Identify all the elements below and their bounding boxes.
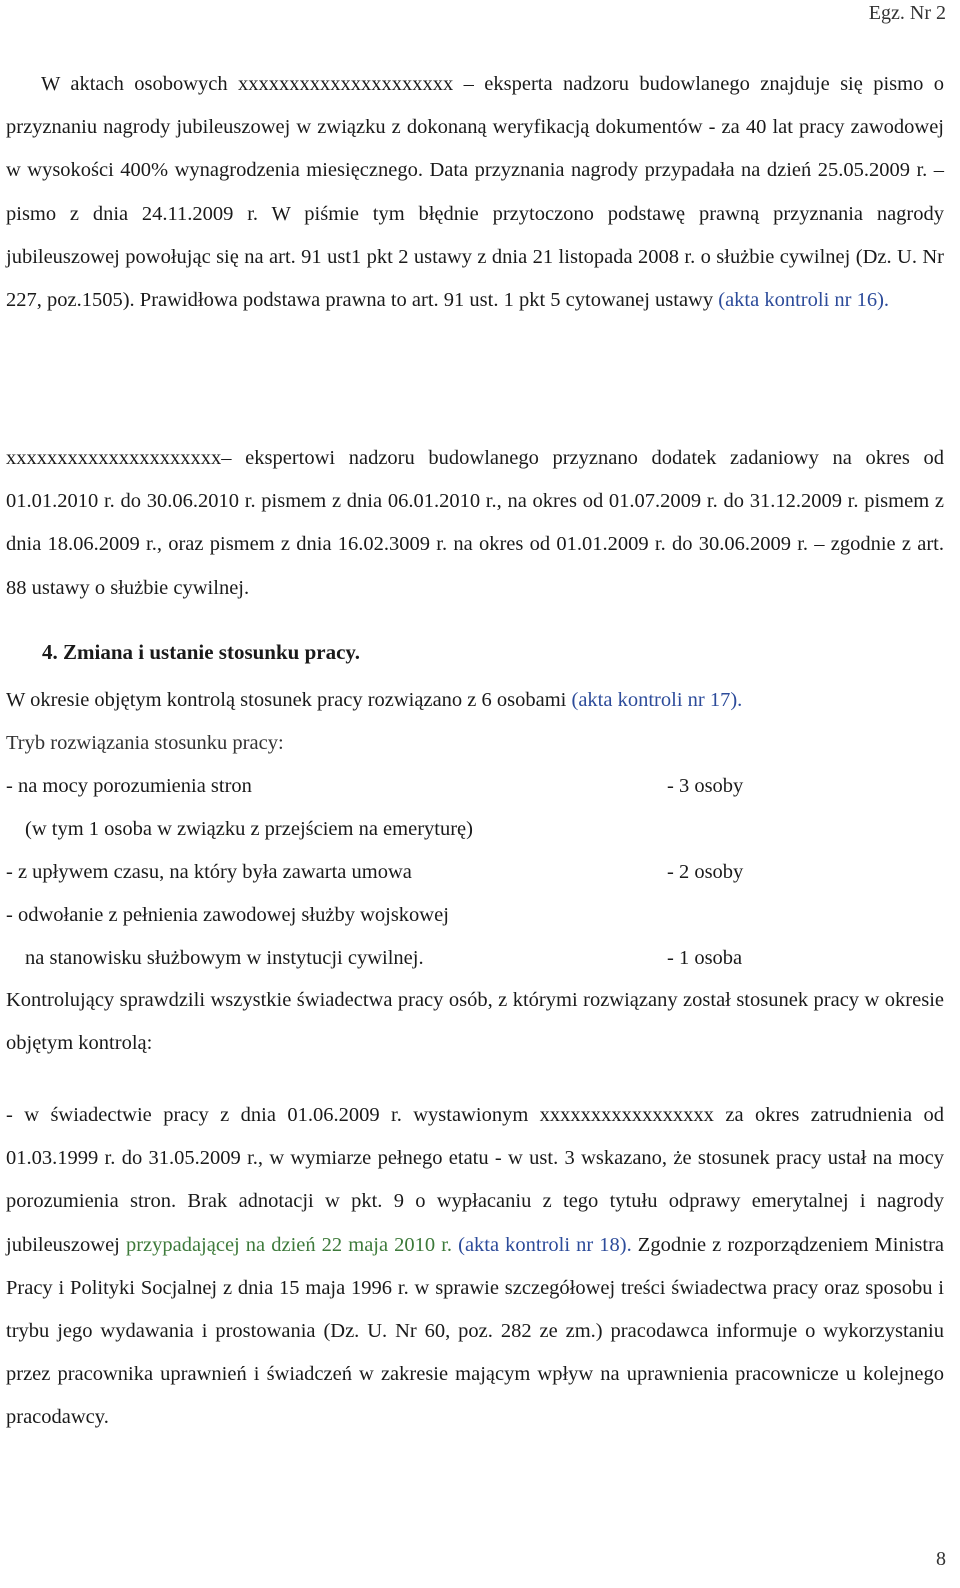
highlighted-text: przypadającej na dzień 22 maja 2010 r. bbox=[125, 1233, 453, 1256]
paragraph-text: Kontrolujący sprawdzili wszystkie świadectwa pracy osób, z którymi rozwiązany został stosunek pracy w okresie objętym kontrolą: bbox=[6, 989, 944, 1055]
paragraph-text: xxxxxxxxxxxxxxxxxxxxx– ekspertowi nadzoru budowlanego przyznano dodatek zadaniowy na okres od 01.01.2010 r. do 30.06.2010 r. pismem z dnia 06.01.2010 r., na okres od 01.07.2009 r. do 31.12.2009 r. pismem z dnia 18.06.2009 r., oraz pismem z dnia 16.02.3009 r. na okres od 01.01.2009 r. do 30.06.2009 r. – zgodnie z art. 88 ustawy o służbie cywilnej. bbox=[6, 447, 944, 599]
paragraph-text: W aktach osobowych xxxxxxxxxxxxxxxxxxxxx – eksperta nadzoru budowlanego znajduje się pismo o przyznaniu nagrody jubileuszowej w związku z dokonaną weryfikacją dokumentów - za 40 lat pracy zawodowej w wysokości 400% wynagrodzenia miesięcznego. Data przyznania nagrody przypadała na dzień 25.05.2009 r. – pismo z dnia 24.11.2009 r. W piśmie tym błędnie przytoczono podstawę prawną przyznania nagrody jubileuszowej powołując się na art. 91 ust1 pkt 2 ustawy z dnia 21 listopada 2008 r. o służbie cywilnej (Dz. U. Nr 227, poz.1505). Prawidłowa podstawa prawna to art. 91 ust. 1 pkt 5 cytowanej ustawy bbox=[6, 73, 944, 312]
reference-link[interactable]: (akta kontroli nr 17). bbox=[571, 689, 743, 711]
termination-mode-title: Tryb rozwiązania stosunku pracy: bbox=[6, 732, 284, 754]
copy-number: Egz. Nr 2 bbox=[868, 2, 946, 24]
section-heading: 4. Zmiana i ustanie stosunku pracy. bbox=[42, 640, 360, 664]
termination-count-agreement: - 3 osoby bbox=[667, 775, 744, 797]
paragraph-text: - w świadectwie pracy z dnia 01.06.2009 r. wystawionym xxxxxxxxxxxxxxxxx za okres zatrudnienia od 01.03.1999 r. do 31.05.2009 r., w wymiarze pełnego etatu - w ust. 3 wskazano, że stosunek pracy ustał na mocy porozumienia stron. Brak adnotacji w pkt. 9 o wypłacaniu z tego tytułu odprawy emerytalnej i nagrody jubileuszowej bbox=[6, 1104, 944, 1256]
paragraph-task-allowance bbox=[6, 437, 944, 610]
termination-intro bbox=[6, 689, 742, 712]
paragraph-jubilee-award bbox=[6, 63, 944, 322]
paragraph-certificates-check bbox=[6, 979, 944, 1065]
reference-link[interactable]: (akta kontroli nr 16). bbox=[718, 289, 890, 312]
termination-item-military: - odwołanie z pełnienia zawodowej służby wojskowej bbox=[6, 904, 449, 926]
paragraph-certificate-details bbox=[6, 1094, 944, 1440]
termination-count-military: - 1 osoba bbox=[667, 947, 743, 969]
paragraph-text-cont: Zgodnie z rozporządzeniem Ministra Pracy i Polityki Socjalnej z dnia 15 maja 1996 r. w sprawie szczegółowej treści świadectwa pracy oraz sposobu i trybu jego wydawania i prostowania (Dz. U. Nr 60, poz. 282 ze zm.) pracodawca informuje o wykorzystaniu przez pracownika uprawnień i świadczeń w zakresie mającym wpływ na uprawnienia pracownicze u kolejnego pracodawcy. bbox=[6, 1233, 945, 1429]
termination-item-contract-expiry: - z upływem czasu, na który była zawarta umowa bbox=[6, 861, 412, 883]
termination-count-contract-expiry: - 2 osoby bbox=[667, 861, 744, 883]
termination-item-military-cont: na stanowisku służbowym w instytucji cywilnej. bbox=[25, 947, 424, 969]
termination-item-note: (w tym 1 osoba w związku z przejściem na emeryturę) bbox=[25, 818, 473, 840]
intro-text: W okresie objętym kontrolą stosunek pracy rozwiązano z 6 osobami bbox=[6, 689, 572, 711]
reference-link[interactable]: (akta kontroli nr 18). bbox=[458, 1233, 632, 1256]
page-number: 8 bbox=[936, 1548, 946, 1570]
termination-item-agreement: - na mocy porozumienia stron bbox=[6, 775, 252, 797]
